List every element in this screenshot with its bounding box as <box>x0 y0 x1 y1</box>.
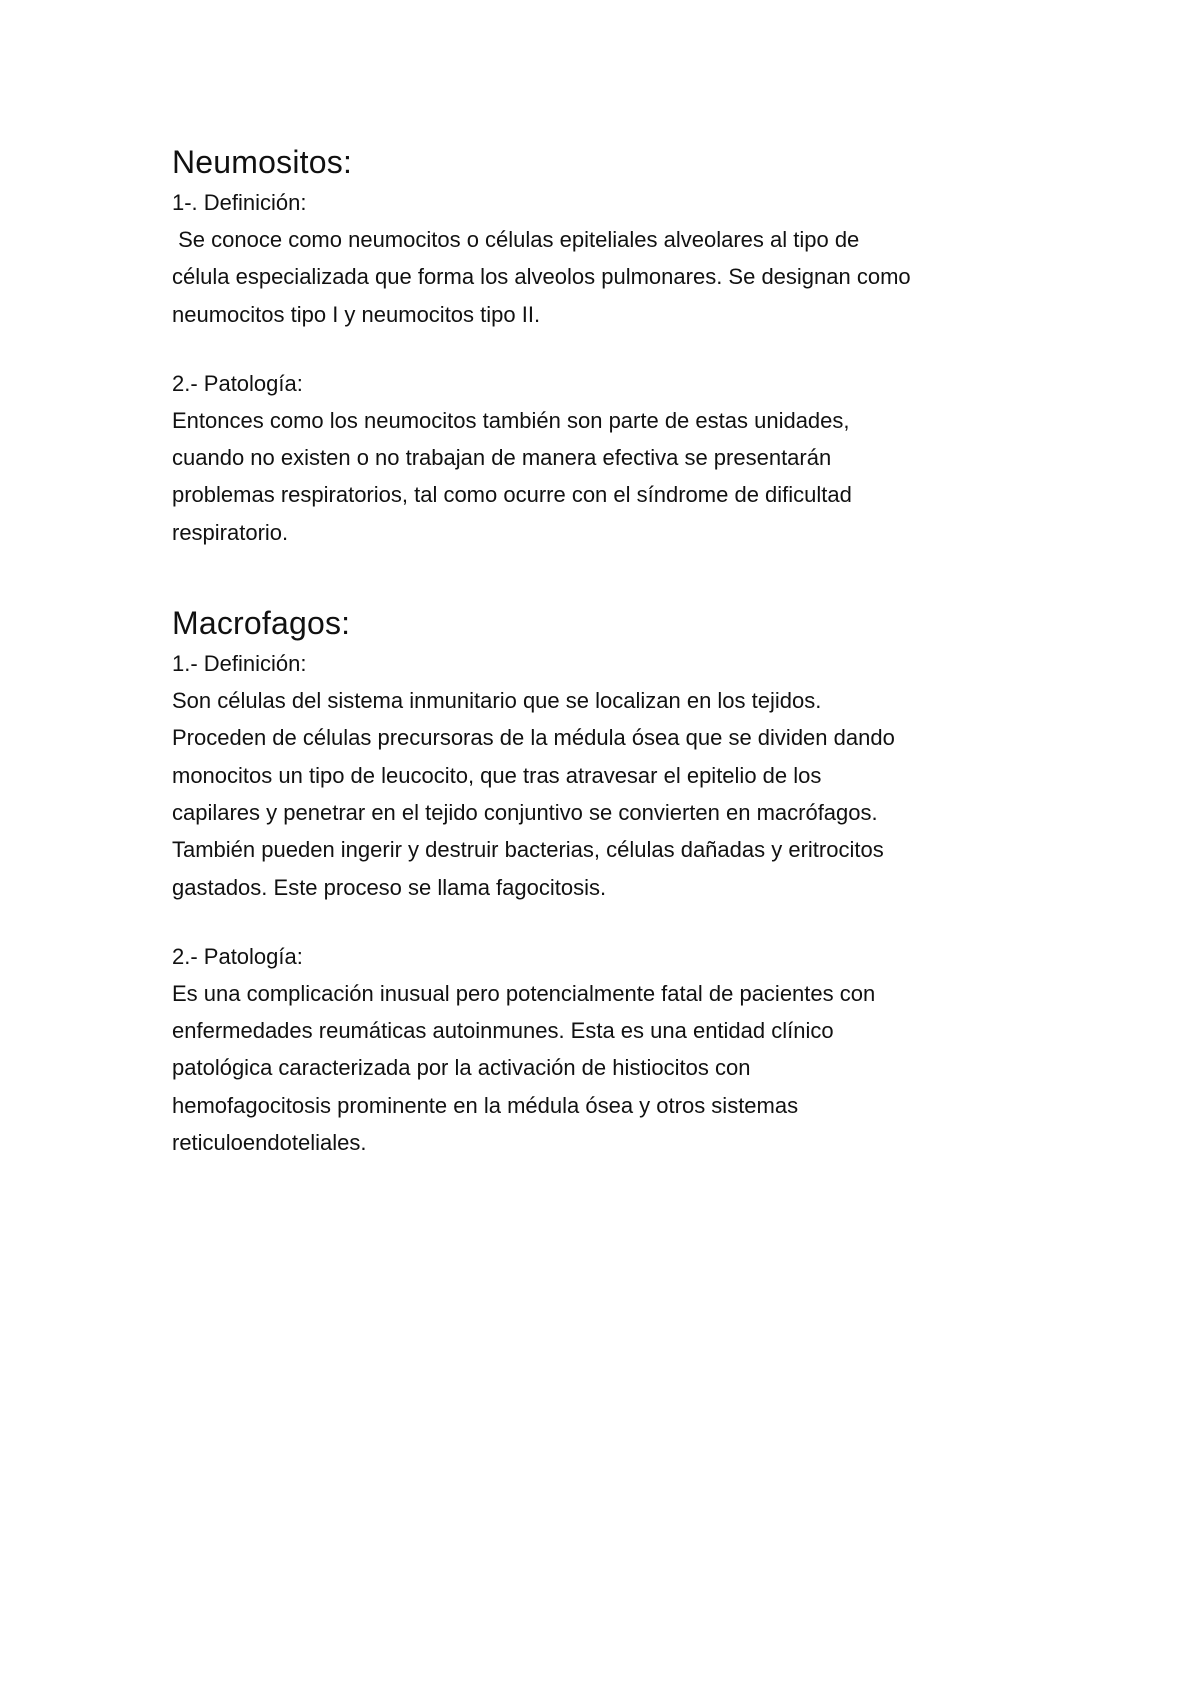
section-title: Neumositos: <box>172 144 353 180</box>
text-line: neumocitos tipo I y neumocitos tipo II. <box>172 301 541 327</box>
pathology-text <box>172 402 1052 551</box>
text-line: gastados. Este proceso se llama fagocitosis. <box>172 874 607 900</box>
definition-text <box>172 682 1052 906</box>
pathology-text <box>172 975 1052 1161</box>
text-line: Son células del sistema inmunitario que se localizan en los tejidos. <box>172 688 822 714</box>
text-line: Se conoce como neumocitos o células epiteliales alveolares al tipo de <box>172 227 860 252</box>
text-line: monocitos un tipo de leucocito, que tras atravesar el epitelio de los <box>172 762 822 788</box>
definition-label: 1.- Definición: <box>172 651 307 677</box>
text-line: respiratorio. <box>172 519 289 545</box>
pathology-label: 2.- Patología: <box>172 370 303 396</box>
text-line: célula especializada que forma los alveolos pulmonares. Se designan como <box>172 264 911 290</box>
pathology-label: 2.- Patología: <box>172 943 303 969</box>
text-line: enfermedades reumáticas autoinmunes. Esta es una entidad clínico <box>172 1018 834 1044</box>
document-page <box>172 140 1052 1161</box>
section-macrofagos <box>172 601 1052 1161</box>
text-line: Entonces como los neumocitos también son parte de estas unidades, <box>172 407 850 433</box>
definition-text <box>172 221 1052 333</box>
section-neumositos <box>172 140 1052 551</box>
text-line: cuando no existen o no trabajan de manera efectiva se presentarán <box>172 445 832 471</box>
section-title: Macrofagos: <box>172 605 351 642</box>
text-line: patológica caracterizada por la activación de histiocitos con <box>172 1055 751 1081</box>
text-line: Es una complicación inusual pero potencialmente fatal de pacientes con <box>172 980 876 1006</box>
text-line: problemas respiratorios, tal como ocurre con el síndrome de dificultad <box>172 482 852 508</box>
text-line: reticuloendoteliales. <box>172 1130 367 1156</box>
text-line: También pueden ingerir y destruir bacterias, células dañadas y eritrocitos <box>172 837 884 863</box>
text-line: Proceden de células precursoras de la médula ósea que se dividen dando <box>172 725 895 751</box>
text-line: capilares y penetrar en el tejido conjuntivo se convierten en macrófagos. <box>172 799 878 825</box>
text-line: hemofagocitosis prominente en la médula ósea y otros sistemas <box>172 1092 799 1118</box>
definition-label: 1-. Definición: <box>172 190 307 215</box>
